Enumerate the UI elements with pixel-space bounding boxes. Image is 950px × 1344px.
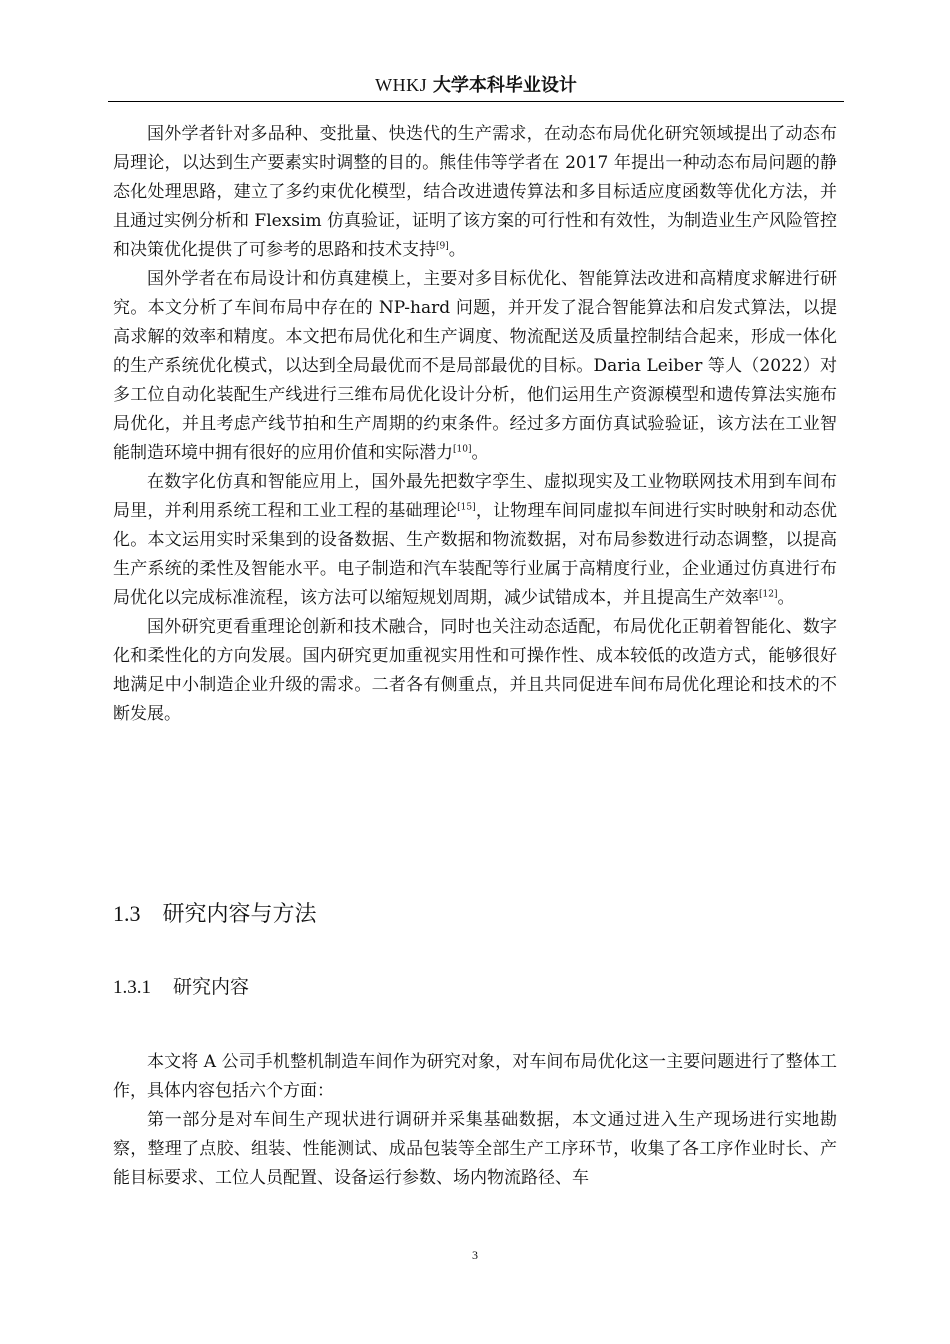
paragraph-part-one [113,1106,837,1193]
citation-ref: [15] [457,502,476,513]
paragraph-text: 国外学者在布局设计和仿真建模上，主要对多目标优化、智能算法改进和高精度求解进行研究。本文分析了车间布局中存在的 NP-hard 问题，并开发了混合智能算法和启发式算法，以提高求解的效率和精度。本文把布局优化和生产调度、物流配送及质量控制结合起来，形成一体化的生产系统优化模式，以达到全局最优而不是局部最优的目标。Daria Leiber 等人（2022）对多工位自动化装配生产线进行三维布局优化设计分析，他们运用生产资源模型和遗传算法实施布局优化，并且考虑产线节拍和生产周期的约束条件。经过多方面仿真试验验证，该方法在工业智能制造环境中拥有很好的应用价值和实际潜力 [113,269,837,463]
paragraph-text: ，让物理车间同虚拟车间进行实时映射和动态优化。本文运用实时采集到的设备数据、生产数据和物流数据，对布局参数进行动态调整，以提高生产系统的柔性及智能水平。电子制造和汽车装配等行业属于高精度行业，企业通过仿真进行布局优化以完成标准流程，该方法可以缩短规划周期，减少试错成本，并且提高生产效率 [113,501,838,608]
paragraph-text: 第一部分是对车间生产现状进行调研并采集基础数据，本文通过进入生产现场进行实地勘察，整理了点胶、组装、性能测试、成品包装等全部生产工序环节，收集了各工序作业时长、产能目标要求、工位人员配置、设备运行参数、场内物流路径、车 [113,1110,837,1188]
section-title: 研究内容 [173,976,250,998]
section-number: 1.3.1 [113,977,151,998]
paragraph-dynamic-layout [113,120,837,265]
section-number: 1.3 [113,901,141,926]
section-heading-1-3 [113,897,317,932]
section-heading-1-3-1 [113,971,249,1004]
paragraph-summary [113,613,837,729]
citation-ref: [12] [759,589,778,600]
page-header [108,70,844,102]
page-number: 3 [472,1248,478,1262]
header-school-code: WHKJ [375,75,428,95]
header-title: 大学本科毕业设计 [432,75,577,96]
paragraph-text: 本文将 A 公司手机整机制造车间作为研究对象，对车间布局优化这一主要问题进行了整体工作，具体内容包括六个方面： [113,1052,837,1101]
citation-ref: [10] [453,444,472,455]
paragraph-end: 。 [471,443,489,463]
body-text-upper [113,120,837,729]
paragraph-end: 。 [777,588,795,608]
paragraph-end: 。 [448,240,466,260]
paragraph-research-object [113,1048,837,1106]
body-text-lower [113,1048,837,1193]
citation-ref: [9] [436,241,449,252]
paragraph-digital-simulation [113,468,837,613]
section-title: 研究内容与方法 [162,902,317,927]
paragraph-layout-simulation [113,265,837,468]
paragraph-text: 国外学者针对多品种、变批量、快迭代的生产需求，在动态布局优化研究领域提出了动态布局理论，以达到生产要素实时调整的目的。熊佳伟等学者在 2017 年提出一种动态布局问题的静态化处理思路，建立了多约束优化模型，结合改进遗传算法和多目标适应度函数等优化方法，并且通过实例分析和 Flexsim 仿真验证，证明了该方案的可行性和有效性，为制造业生产风险管控和决策优化提供了可参考的思路和技术支持 [113,124,837,260]
paragraph-text: 在数字化仿真和智能应用上，国外最先把数字孪生、虚拟现实及工业物联网技术用到车间布局里，并利用系统工程和工业工程的基础理论 [113,472,837,521]
paragraph-text: 国外研究更看重理论创新和技术融合，同时也关注动态适配，布局优化正朝着智能化、数字化和柔性化的方向发展。国内研究更加重视实用性和可操作性、成本较低的改造方式，能够很好地满足中小制造企业升级的需求。二者各有侧重点，并且共同促进车间布局优化理论和技术的不断发展。 [113,617,837,724]
